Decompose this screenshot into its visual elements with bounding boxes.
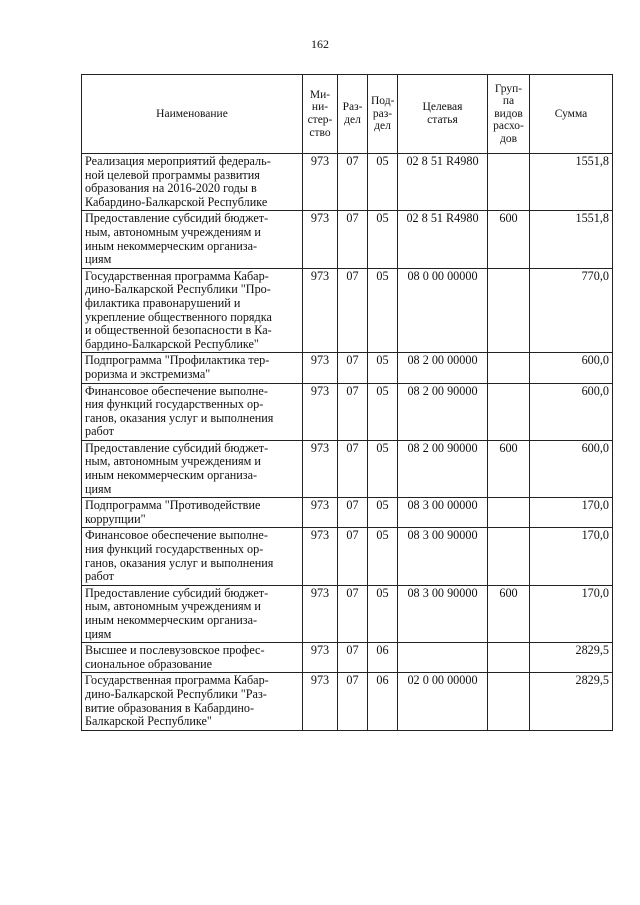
- cell-sum: 600,0: [530, 440, 613, 497]
- cell-subsection: 05: [368, 268, 398, 353]
- cell-name: Предоставление субсидий бюджет- ным, автономным учреждениям и иным некоммерческим организа- циям: [82, 585, 303, 642]
- cell-sum: 170,0: [530, 585, 613, 642]
- cell-name: Предоставление субсидий бюджет- ным, автономным учреждениям и иным некоммерческим организа- циям: [82, 440, 303, 497]
- table-row: [82, 528, 613, 585]
- page-number: 162: [311, 37, 329, 51]
- cell-sum: 2829,5: [530, 673, 613, 730]
- table-row: [82, 585, 613, 642]
- cell-group: 600: [488, 440, 530, 497]
- cell-ministry: 973: [303, 673, 338, 730]
- cell-name: Подпрограмма "Профилактика тер- роризма и экстремизма": [82, 353, 303, 383]
- cell-name: Высшее и послевузовское профес- сиональное образование: [82, 643, 303, 673]
- column-header-sum: Сумма: [530, 75, 613, 154]
- cell-target: 08 2 00 90000: [398, 440, 488, 497]
- cell-target: 08 3 00 90000: [398, 585, 488, 642]
- cell-sum: 170,0: [530, 528, 613, 585]
- table-row: [82, 643, 613, 673]
- cell-name: Предоставление субсидий бюджет- ным, автономным учреждениям и иным некоммерческим организа- циям: [82, 211, 303, 268]
- table-row: [82, 673, 613, 730]
- cell-sum: 1551,8: [530, 211, 613, 268]
- cell-section: 07: [338, 498, 368, 528]
- cell-group: [488, 154, 530, 211]
- cell-sum: 1551,8: [530, 154, 613, 211]
- cell-section: 07: [338, 211, 368, 268]
- cell-subsection: 05: [368, 440, 398, 497]
- cell-ministry: 973: [303, 528, 338, 585]
- cell-ministry: 973: [303, 211, 338, 268]
- cell-sum: 600,0: [530, 353, 613, 383]
- cell-name: Реализация мероприятий федераль- ной целевой программы развития образования на 2016-2020 годы в Кабардино-Балкарской Республике: [82, 154, 303, 211]
- cell-sum: 170,0: [530, 498, 613, 528]
- cell-group: 600: [488, 585, 530, 642]
- cell-name: Государственная программа Кабар- дино-Балкарской Республики "Про- филактика правонарушений и укрепление общественного порядка и общественной безопасности в Ка- бардино-Балкарской Республике": [82, 268, 303, 353]
- cell-section: 07: [338, 154, 368, 211]
- cell-section: 07: [338, 383, 368, 440]
- cell-subsection: 05: [368, 528, 398, 585]
- table-header-row: [82, 75, 613, 154]
- table-row: [82, 211, 613, 268]
- cell-target: 02 8 51 R4980: [398, 154, 488, 211]
- cell-group: [488, 643, 530, 673]
- cell-target: 08 2 00 00000: [398, 353, 488, 383]
- cell-name: Подпрограмма "Противодействие коррупции": [82, 498, 303, 528]
- cell-target: [398, 643, 488, 673]
- cell-ministry: 973: [303, 498, 338, 528]
- cell-section: 07: [338, 673, 368, 730]
- cell-group: 600: [488, 211, 530, 268]
- cell-ministry: 973: [303, 585, 338, 642]
- cell-group: [488, 673, 530, 730]
- budget-table: [81, 74, 613, 731]
- cell-sum: 2829,5: [530, 643, 613, 673]
- table-row: [82, 353, 613, 383]
- cell-name: Государственная программа Кабар- дино-Балкарской Республики "Раз- витие образования в Кабардино- Балкарской Республике": [82, 673, 303, 730]
- cell-sum: 600,0: [530, 383, 613, 440]
- cell-section: 07: [338, 528, 368, 585]
- table-row: [82, 383, 613, 440]
- cell-name: Финансовое обеспечение выполне- ния функций государственных ор- ганов, оказания услуг и выполнения работ: [82, 383, 303, 440]
- cell-name: Финансовое обеспечение выполне- ния функций государственных ор- ганов, оказания услуг и выполнения работ: [82, 528, 303, 585]
- column-header-target: Целевая статья: [398, 75, 488, 154]
- cell-group: [488, 383, 530, 440]
- cell-ministry: 973: [303, 440, 338, 497]
- table-row: [82, 268, 613, 353]
- column-header-ministry: Ми- ни- стер- ство: [303, 75, 338, 154]
- cell-ministry: 973: [303, 353, 338, 383]
- cell-group: [488, 268, 530, 353]
- cell-ministry: 973: [303, 268, 338, 353]
- cell-subsection: 06: [368, 673, 398, 730]
- cell-group: [488, 353, 530, 383]
- cell-section: 07: [338, 353, 368, 383]
- cell-target: 08 3 00 00000: [398, 498, 488, 528]
- cell-target: 02 8 51 R4980: [398, 211, 488, 268]
- table-row: [82, 154, 613, 211]
- cell-subsection: 05: [368, 585, 398, 642]
- table-row: [82, 440, 613, 497]
- table-row: [82, 498, 613, 528]
- column-header-name: Наименование: [82, 75, 303, 154]
- cell-section: 07: [338, 440, 368, 497]
- cell-ministry: 973: [303, 383, 338, 440]
- cell-ministry: 973: [303, 643, 338, 673]
- cell-target: 08 0 00 00000: [398, 268, 488, 353]
- cell-subsection: 05: [368, 211, 398, 268]
- cell-subsection: 05: [368, 154, 398, 211]
- cell-subsection: 05: [368, 383, 398, 440]
- cell-target: 02 0 00 00000: [398, 673, 488, 730]
- cell-group: [488, 528, 530, 585]
- column-header-subsection: Под- раз- дел: [368, 75, 398, 154]
- table-body: [82, 154, 613, 731]
- column-header-group: Груп- па видов расхо- дов: [488, 75, 530, 154]
- cell-target: 08 2 00 90000: [398, 383, 488, 440]
- cell-section: 07: [338, 268, 368, 353]
- cell-section: 07: [338, 643, 368, 673]
- cell-sum: 770,0: [530, 268, 613, 353]
- cell-group: [488, 498, 530, 528]
- cell-ministry: 973: [303, 154, 338, 211]
- cell-subsection: 05: [368, 498, 398, 528]
- cell-section: 07: [338, 585, 368, 642]
- column-header-section: Раз- дел: [338, 75, 368, 154]
- cell-subsection: 05: [368, 353, 398, 383]
- cell-subsection: 06: [368, 643, 398, 673]
- cell-target: 08 3 00 90000: [398, 528, 488, 585]
